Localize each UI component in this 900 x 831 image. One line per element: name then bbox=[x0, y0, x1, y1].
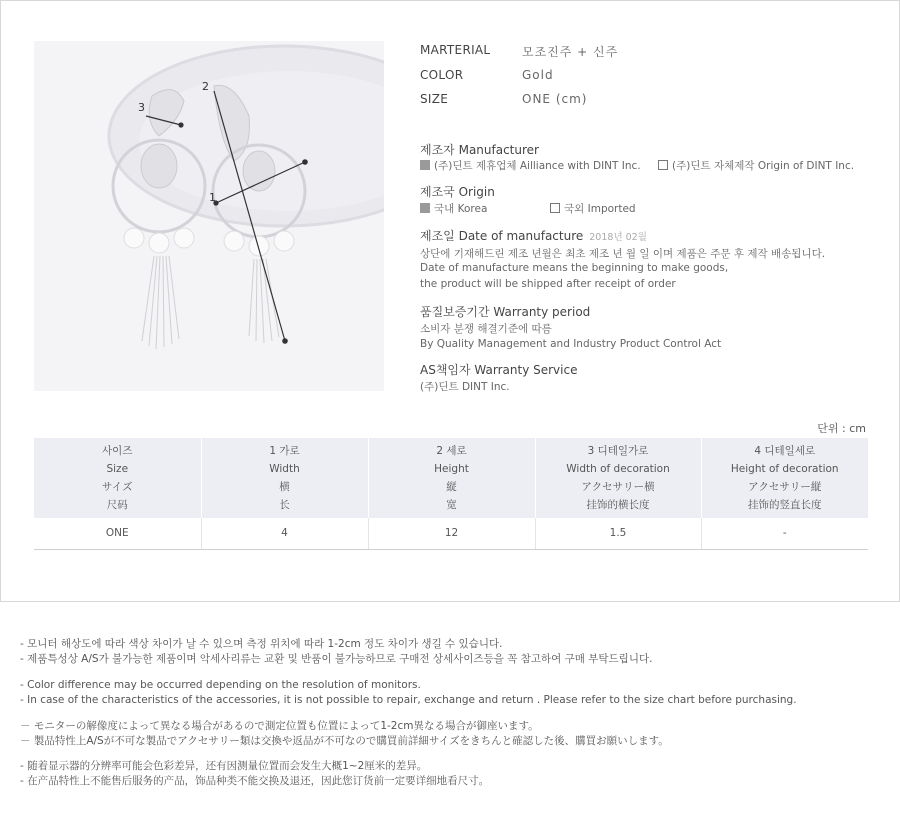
header-width-en: Width bbox=[269, 463, 300, 475]
date-desc-en1: Date of manufacture means the beginning to make goods, bbox=[420, 262, 729, 274]
note-cn-2: - 在产品特性上不能售后服务的产品，饰品种类不能交换及退还，因此您订货前一定要详细地看尺寸。 bbox=[20, 775, 490, 787]
notes-japanese bbox=[20, 719, 669, 749]
manufacturer-title: 제조자 Manufacturer bbox=[420, 143, 539, 157]
warranty-line1: 소비자 분쟁 해결기준에 따름 bbox=[420, 323, 552, 335]
notes-korean bbox=[20, 637, 652, 667]
header-dh-ko: 4 디테일세로 bbox=[754, 445, 816, 457]
product-image bbox=[34, 41, 384, 391]
header-height-cn: 宽 bbox=[446, 499, 457, 511]
earring-illustration bbox=[34, 41, 384, 391]
date-desc-en2: the product will be shipped after receipt of order bbox=[420, 278, 676, 290]
header-dw-cn: 挂饰的横长度 bbox=[586, 499, 650, 511]
unchecked-box-icon bbox=[550, 203, 560, 213]
header-size-en: Size bbox=[106, 463, 129, 475]
date-desc-ko: 상단에 기재해드린 제조 년월은 최초 제조 년 월 일 이며 제품은 주문 후 제작 배송됩니다. bbox=[420, 248, 826, 260]
size-table bbox=[34, 438, 868, 550]
header-dw-ko: 3 디테일가로 bbox=[587, 445, 649, 457]
measure-label-1: 1 bbox=[209, 191, 216, 204]
checked-box-icon bbox=[420, 160, 430, 170]
note-jp-2: － 製品特性上A/Sが不可な製品でアクセサリー類は交換や返品が不可なので購買前詳細サイズをきちんと確認した後、購買お願いします。 bbox=[20, 735, 669, 747]
note-cn-1: - 随着显示器的分辨率可能会色彩差异，还有因测量位置而会发生大概1~2厘米的差异。 bbox=[20, 760, 428, 772]
header-height-en: Height bbox=[434, 463, 469, 475]
cell-size: ONE bbox=[34, 518, 201, 549]
header-size-jp: サイズ bbox=[101, 481, 133, 493]
header-decoration-width bbox=[535, 438, 701, 518]
table-row bbox=[34, 518, 868, 549]
unit-label: 단위 : cm bbox=[817, 422, 866, 435]
header-dw-en: Width of decoration bbox=[566, 463, 670, 475]
cell-decoration-width: 1.5 bbox=[535, 518, 701, 549]
size-label: SIZE bbox=[420, 92, 449, 106]
origin-title: 제조국 Origin bbox=[420, 185, 495, 199]
measure-label-3: 3 bbox=[138, 101, 145, 114]
date-value: 2018년 02월 bbox=[589, 232, 647, 243]
note-ko-2: - 제품특성상 A/S가 불가능한 제품이며 악세사리류는 교환 및 반품이 불가능하므로 구매전 상세사이즈등을 꼭 참고하여 구매 부탁드립니다. bbox=[20, 653, 653, 665]
notes-english bbox=[20, 678, 797, 708]
origin-option-korea bbox=[420, 201, 487, 216]
header-width-cn: 长 bbox=[279, 499, 290, 511]
size-value: ONE (cm) bbox=[522, 92, 588, 106]
note-en-2: - In case of the characteristics of the accessories, it is not possible to repair, exchange and return . Please refer to the size chart before purchasing. bbox=[20, 694, 797, 706]
as-line1: (주)딘트 DINT Inc. bbox=[420, 381, 510, 393]
size-table-header-row bbox=[34, 438, 868, 518]
origin-option1-label: 국내 Korea bbox=[434, 203, 488, 215]
warranty-line2: By Quality Management and Industry Product Control Act bbox=[420, 338, 722, 350]
material-label: MARTERIAL bbox=[420, 43, 491, 57]
manufacturer-option-origin bbox=[658, 158, 854, 173]
as-title: AS책임자 Warranty Service bbox=[420, 363, 578, 377]
material-value: 모조진주 + 신주 bbox=[522, 45, 619, 59]
date-title bbox=[420, 227, 647, 244]
header-size-cn: 尺码 bbox=[106, 499, 128, 511]
header-dh-jp: アクセサリー縦 bbox=[748, 481, 822, 493]
manufacturer-option2-label: (주)딘트 자체제작 Origin of DINT Inc. bbox=[672, 160, 855, 172]
header-height-ko: 2 세로 bbox=[436, 445, 467, 457]
header-height-jp: 縦 bbox=[446, 481, 457, 493]
unchecked-box-icon bbox=[658, 160, 668, 170]
header-size-ko: 사이즈 bbox=[102, 445, 133, 457]
warranty-title: 품질보증기간 Warranty period bbox=[420, 305, 591, 319]
note-en-1: - Color difference may be occurred depending on the resolution of monitors. bbox=[20, 679, 421, 691]
notes-chinese bbox=[20, 759, 489, 789]
note-ko-1: - 모니터 해상도에 따라 색상 차이가 날 수 있으며 측정 위치에 따라 1-2cm 정도 차이가 생길 수 있습니다. bbox=[20, 638, 503, 650]
header-width bbox=[201, 438, 368, 518]
cell-decoration-height: - bbox=[701, 518, 868, 549]
date-title-text: 제조일 Date of manufacture bbox=[420, 229, 584, 243]
origin-option2-label: 국외 Imported bbox=[564, 203, 636, 215]
header-height bbox=[368, 438, 535, 518]
header-decoration-height bbox=[701, 438, 868, 518]
cell-width: 4 bbox=[201, 518, 368, 549]
header-dw-jp: アクセサリー横 bbox=[581, 481, 655, 493]
header-width-jp: 横 bbox=[279, 481, 290, 493]
note-jp-1: － モニターの解像度によって異なる場合があるので測定位置も位置によって1-2cm異なる場合が御座います。 bbox=[20, 720, 539, 732]
manufacturer-option1-label: (주)딘트 제휴업체 Ailliance with DINT Inc. bbox=[434, 160, 641, 172]
color-label: COLOR bbox=[420, 68, 464, 82]
header-size bbox=[34, 438, 201, 518]
origin-option-imported bbox=[550, 201, 636, 216]
manufacturer-option-alliance bbox=[420, 158, 641, 173]
cell-height: 12 bbox=[368, 518, 535, 549]
checked-box-icon bbox=[420, 203, 430, 213]
header-dh-en: Height of decoration bbox=[730, 463, 839, 475]
measure-label-2: 2 bbox=[202, 80, 209, 93]
color-value: Gold bbox=[522, 68, 554, 82]
header-width-ko: 1 가로 bbox=[269, 445, 300, 457]
header-dh-cn: 挂饰的竖直长度 bbox=[748, 499, 822, 511]
